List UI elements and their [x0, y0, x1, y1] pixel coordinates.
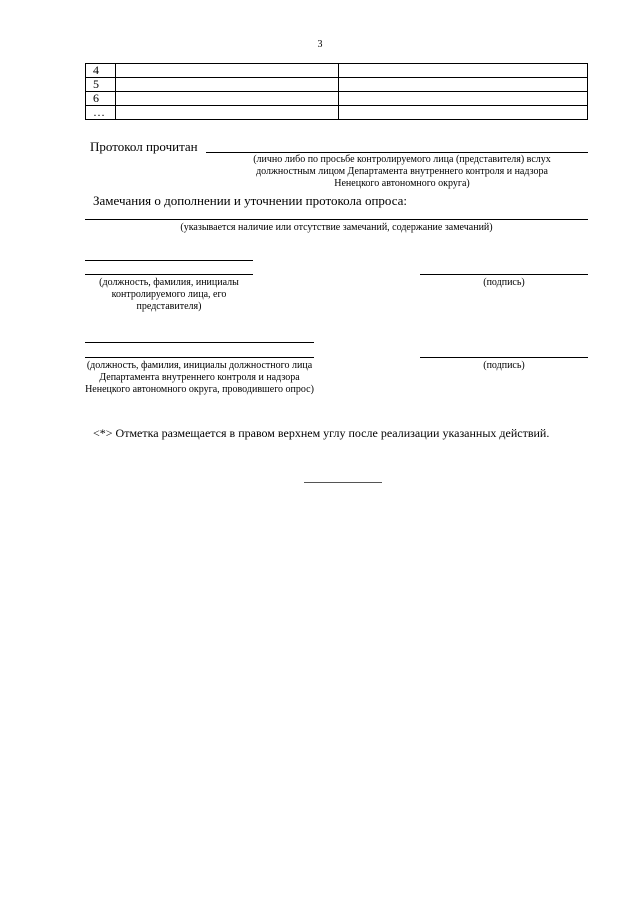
remarks-label: Замечания о дополнении и уточнении протокола опроса:: [93, 193, 408, 208]
controlled-person-line: [85, 274, 253, 275]
controlled-person-caption: (должность, фамилия, инициалы контролируемого лица, его представителя): [99, 277, 239, 312]
table-cell: [116, 64, 339, 78]
official-line: [85, 357, 314, 358]
protocol-read-line: [206, 152, 588, 153]
footnote: <*> Отметка размещается в правом верхнем углу после реализации указанных действий.: [93, 426, 550, 440]
signature-line-2: [420, 357, 588, 358]
table-cell: [116, 78, 339, 92]
table-cell: [339, 64, 588, 78]
signature-label-2: (подпись): [483, 360, 525, 371]
official-line-top: [85, 342, 314, 343]
signature-label-1: (подпись): [483, 277, 525, 288]
remarks-caption: (указывается наличие или отсутствие замечаний, содержание замечаний): [180, 222, 493, 233]
table-row: [86, 106, 588, 120]
remarks-line: [85, 219, 588, 220]
row-number: 6: [86, 92, 116, 106]
protocol-table: [85, 63, 588, 120]
protocol-read-label: Протокол прочитан: [90, 139, 198, 154]
table-cell: [339, 92, 588, 106]
table-cell: [339, 78, 588, 92]
row-number: 4: [86, 64, 116, 78]
controlled-person-line-top: [85, 260, 253, 261]
table-row: [86, 92, 588, 106]
official-caption: (должность, фамилия, инициалы должностного лица Департамента внутреннего контроля и надзора Ненецкого автономного округа, проводившего опрос): [85, 360, 314, 395]
table-cell: [339, 106, 588, 120]
table-cell: [116, 92, 339, 106]
signature-line-1: [420, 274, 588, 275]
end-separator: [304, 482, 382, 483]
protocol-read-caption: (лично либо по просьбе контролируемого лица (представителя) вслух должностным лицом Департамента внутреннего контроля и надзора Ненецкого автономного округа): [253, 154, 551, 189]
row-number: 5: [86, 78, 116, 92]
table-cell: [116, 106, 339, 120]
page-number: 3: [317, 39, 323, 50]
table-row: [86, 78, 588, 92]
table-row: [86, 64, 588, 78]
row-number: …: [86, 106, 116, 120]
